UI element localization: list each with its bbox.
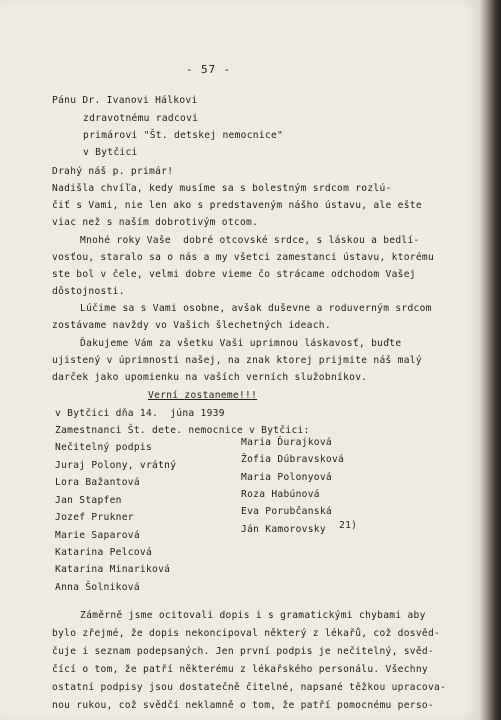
letter-line: ste bol v čele, velmi dobre vieme čo strácame odchodom Vašej bbox=[52, 269, 416, 280]
book-gutter bbox=[480, 0, 501, 720]
signature: Roza Habúnová bbox=[241, 489, 320, 500]
signature: Anna Šolniková bbox=[55, 582, 140, 593]
commentary-line: nou rukou, což svědčí neklamně o tom, že patří pomocnému perso- bbox=[52, 700, 435, 711]
signature: Marie Saparová bbox=[55, 530, 140, 541]
address-line-3: primárovi "Št. detskej nemocnice" bbox=[83, 130, 284, 141]
letter-line: vosťou, staralo sa o nás a my všetci zamestanci ústavu, ktorému bbox=[52, 252, 435, 263]
address-line-1: Pánu Dr. Ivanovi Hálkovi bbox=[52, 95, 198, 106]
address-line-2: zdravotnému radcovi bbox=[83, 113, 199, 124]
commentary-line: Záměrně jsme ocitovali dopis i s gramatickými chybami aby bbox=[80, 610, 426, 621]
signature: Ján Kamorovsky bbox=[241, 524, 326, 535]
letter-line: ujistený v úprimnosti našej, na znak ktorej prijmite náš malý bbox=[52, 355, 422, 366]
signature: Maria Ďurajková bbox=[241, 437, 332, 448]
signature: Jozef Prukner bbox=[55, 512, 134, 523]
date-line: v Bytčici dňa 14. júna 1939 bbox=[55, 408, 225, 419]
letter-line: viac než s naším dobrotivým otcom. bbox=[52, 217, 259, 228]
signature: Katarina Minariková bbox=[55, 564, 171, 575]
signature: Maria Polonyová bbox=[241, 472, 332, 483]
letter-line: čiť s Vami, nie len ako s predstaveným nášho ústavu, ale ešte bbox=[52, 200, 422, 211]
staff-line: Zamestnanci Št. dete. nemocnice v Bytčici: bbox=[55, 425, 310, 436]
letter-line: Ďakujeme Vám za všetku Vaši uprimnou láskavosť, buďte bbox=[80, 338, 402, 349]
signature: Juraj Polony, vrátný bbox=[55, 460, 177, 471]
commentary-line: bylo zřejmé, že dopis nekoncipoval některý z lékařů, což dosvěd- bbox=[52, 628, 441, 639]
letter-line: darček jako upomienku na vaších verních služobníkov. bbox=[52, 372, 368, 383]
signature: Eva Porubčanská bbox=[241, 506, 332, 517]
signature: Žofia Dúbravsková bbox=[241, 454, 345, 465]
commentary-line: čuje i seznam podepsaných. Jen první podpis je nečitelný, svěd- bbox=[52, 646, 435, 657]
letter-line: dôstojnosti. bbox=[52, 286, 125, 297]
letter-line: Lúčime sa s Vami osobne, avšak duševne a roduverným srdcom bbox=[80, 303, 432, 314]
closing: Verní zostaneme!!! bbox=[148, 390, 258, 401]
page-number: - 57 - bbox=[186, 63, 232, 76]
salutation: Drahý náš p. primár! bbox=[52, 166, 174, 177]
letter-line: Mnohé roky Vaše dobré otcovské srdce, s láskou a bedlí- bbox=[80, 235, 420, 246]
letter-line: Nadišla chvíľa, kedy musíme sa s bolestným srdcom rozlú- bbox=[52, 183, 392, 194]
letter-line: zostávame navždy vo Vašich šlechetných ideach. bbox=[52, 320, 331, 331]
footnote-marker: 21) bbox=[339, 520, 358, 531]
signature: Jan Stapfen bbox=[55, 495, 122, 506]
signature: Katarina Pelcová bbox=[55, 547, 153, 558]
signature: Lora Bažantová bbox=[55, 477, 140, 488]
commentary-line: čící o tom, že patří některému z lékařského personálu. Všechny bbox=[52, 664, 428, 675]
commentary-line: ostatní podpisy jsou dostatečně čitelné, napsané těžkou upracova- bbox=[52, 682, 447, 693]
address-line-4: v Bytčici bbox=[83, 147, 138, 158]
signature: Nečitelný podpis bbox=[55, 442, 153, 453]
